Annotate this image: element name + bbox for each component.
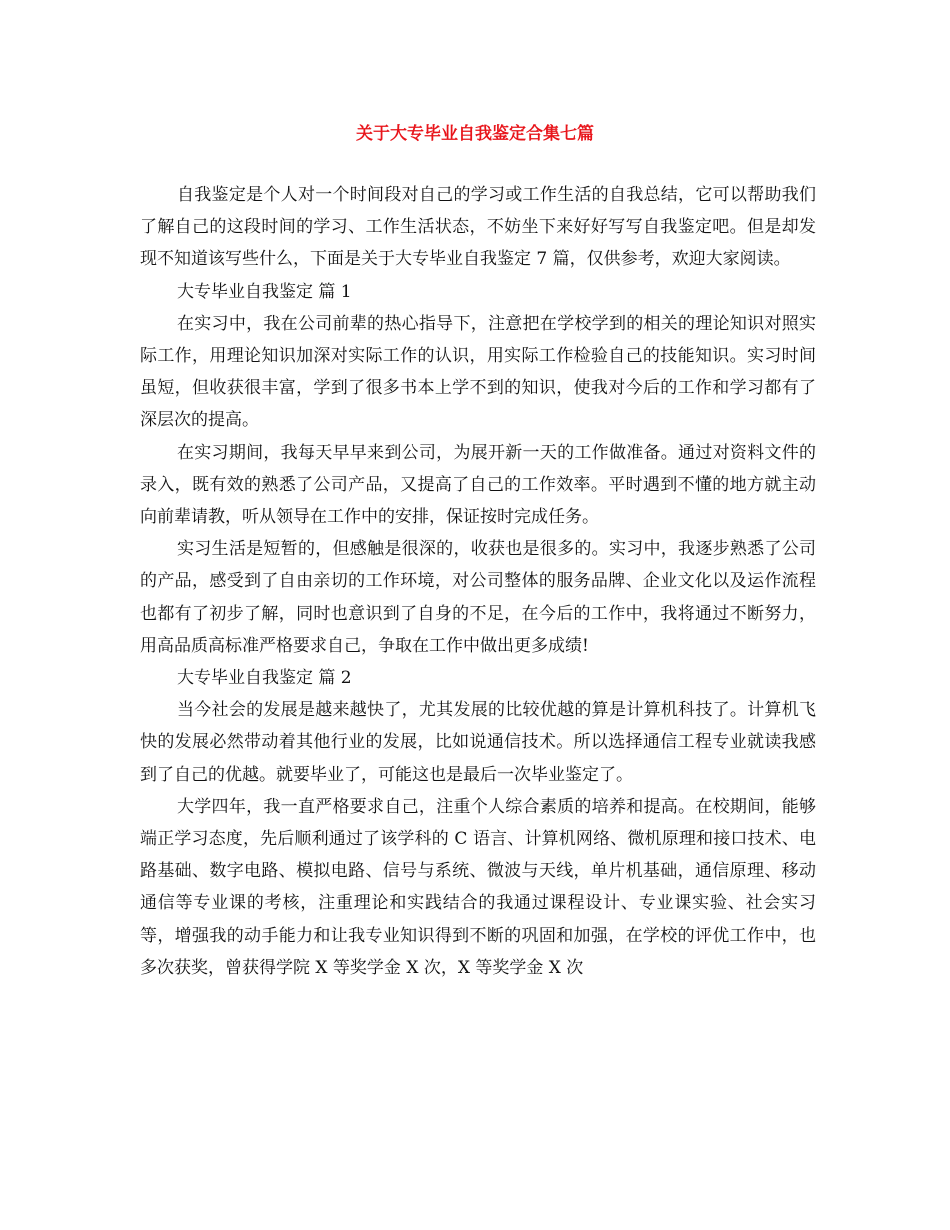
- body-paragraph: 实习生活是短暂的，但感触是很深的，收获也是很多的。实习中，我逐步熟悉了公司的产品，感受到了自由亲切的工作环境，对公司整体的服务品牌、企业文化以及运作流程也都有了初步了解，同时也意识到了自身的不足，在今后的工作中，我将通过不断努力，用高品质高标准严格要求自己，争取在工作中做出更多成绩!: [140, 539, 816, 656]
- section-heading-1: 大专毕业自我鉴定 篇 1: [177, 281, 352, 302]
- body-paragraph: 在实习中，我在公司前辈的热心指导下，注意把在学校学到的相关的理论知识对照实际工作，用理论知识加深对实际工作的认识，用实际工作检验自己的技能知识。实习时间虽短，但收获很丰富，学到了很多书本上学不到的知识，使我对今后的工作和学习都有了深层次的提高。: [140, 313, 816, 431]
- body-paragraph: 在实习期间，我每天早早来到公司，为展开新一天的工作做准备。通过对资料文件的录入，既有效的熟悉了公司产品，又提高了自己的工作效率。平时遇到不懂的地方就主动向前辈请教，听从领导在工作中的安排，保证按时完成任务。: [140, 442, 816, 528]
- intro-paragraph: 自我鉴定是个人对一个时间段对自己的学习或工作生活的自我总结，它可以帮助我们了解自己的这段时间的学习、工作生活状态，不妨坐下来好好写写自我鉴定吧。但是却发现不知道该写些什么，下面是关于大专毕业自我鉴定 7 篇，仅供参考，欢迎大家阅读。: [140, 185, 816, 270]
- document-title: 关于大专毕业自我鉴定合集七篇: [356, 124, 594, 144]
- document-body: [140, 179, 816, 984]
- body-paragraph: 大学四年，我一直严格要求自己，注重个人综合素质的培养和提高。在校期间，能够端正学习态度，先后顺利通过了该学科的 C 语言、计算机网络、微机原理和接口技术、电路基础、数字电路、模拟电路、信号与系统、微波与天线，单片机基础，通信原理、移动通信等专业课的考核，注重理论和实践结合的我通过课程设计、专业课实验、社会实习等，增强我的动手能力和让我专业知识得到不断的巩固和加强，在学校的评优工作中，也多次获奖，曾获得学院 X 等奖学金 X 次，X 等奖学金 X 次: [140, 796, 816, 978]
- section-heading-2: 大专毕业自我鉴定 篇 2: [177, 668, 352, 689]
- body-paragraph: 当今社会的发展是越来越快了，尤其发展的比较优越的算是计算机科技了。计算机飞快的发展必然带动着其他行业的发展，比如说通信技术。所以选择通信工程专业就读我感到了自己的优越。就要毕业了，可能这也是最后一次毕业鉴定了。: [140, 700, 816, 785]
